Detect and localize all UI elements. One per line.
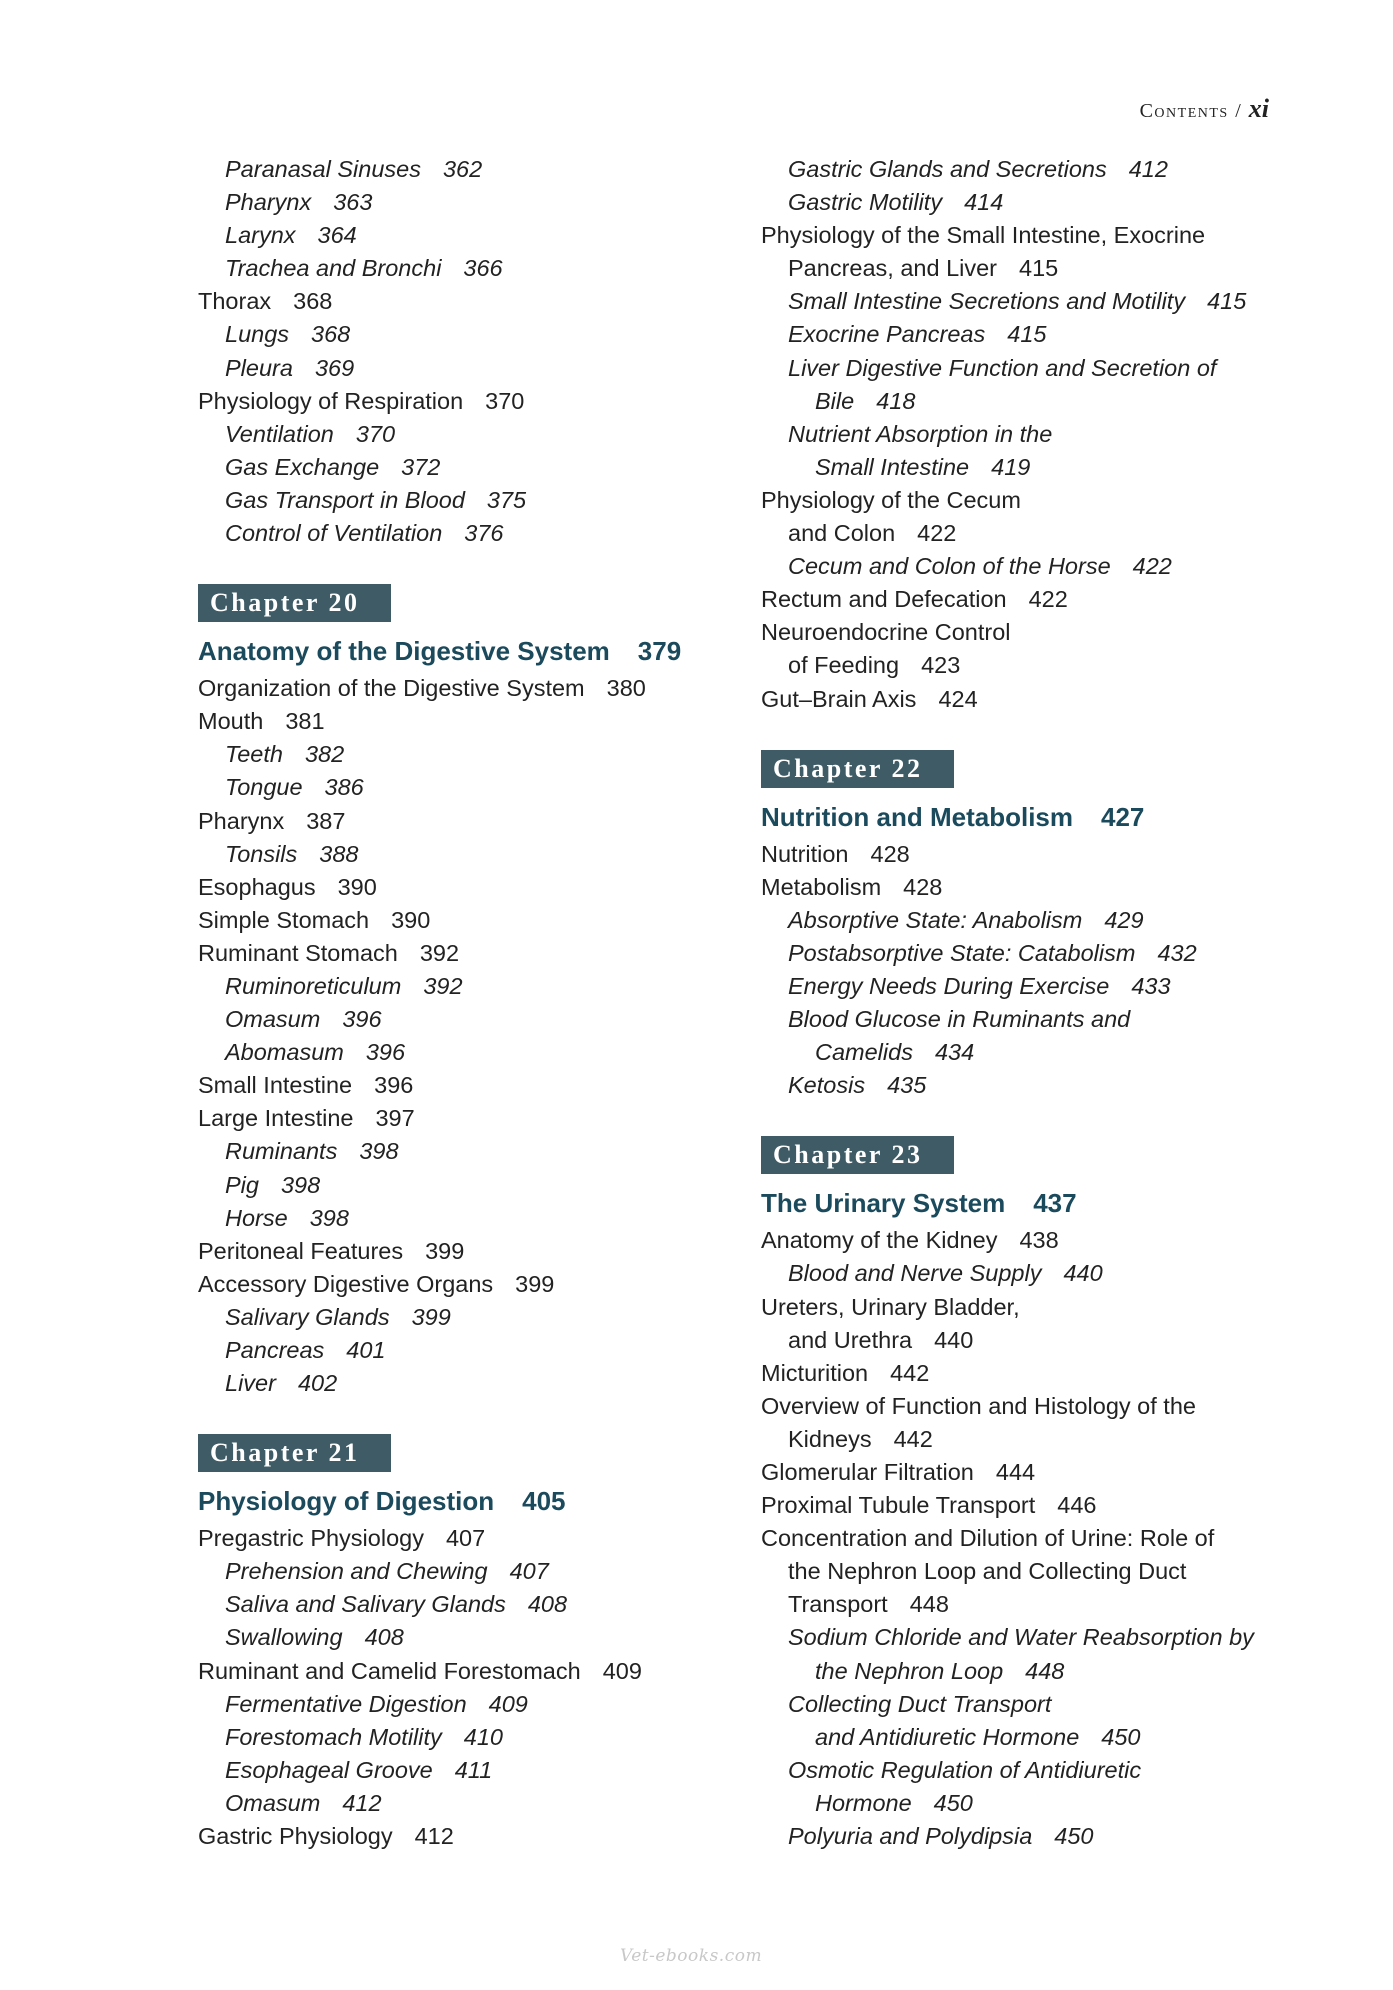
- toc-entry[interactable]: [761, 1456, 1281, 1489]
- toc-entry: [761, 1291, 1281, 1324]
- chapter-23-title: The Urinary System: [761, 1188, 1006, 1219]
- toc-entry[interactable]: [198, 1820, 718, 1853]
- toc-entry-title: Omasum: [225, 1789, 321, 1816]
- toc-entry-page: 368: [311, 321, 351, 348]
- toc-entry-page: 450: [1054, 1823, 1094, 1850]
- toc-entry-title: and Urethra: [788, 1326, 913, 1353]
- toc-entry-page: 368: [293, 288, 333, 315]
- toc-entry[interactable]: [761, 1489, 1281, 1522]
- toc-entry[interactable]: [761, 1069, 1281, 1102]
- chapter-21-label: Chapter 21: [198, 1434, 391, 1472]
- toc-entry[interactable]: [198, 1003, 718, 1036]
- toc-entry-page: 442: [890, 1359, 930, 1386]
- toc-entry-page: 412: [414, 1823, 454, 1850]
- toc-entry-page: 435: [887, 1072, 927, 1099]
- toc-entry[interactable]: [761, 1787, 1281, 1820]
- chapter-23-label: Chapter 23: [761, 1136, 954, 1174]
- chapter-22-label: Chapter 22: [761, 750, 954, 788]
- toc-entry[interactable]: [198, 252, 718, 285]
- chapter-20-page: 379: [637, 636, 682, 667]
- toc-entry[interactable]: [761, 517, 1281, 550]
- toc-entry-title: Physiology of the Cecum: [761, 486, 1021, 513]
- chapter-20-heading[interactable]: [198, 634, 718, 668]
- toc-entry-page: 419: [991, 453, 1031, 480]
- toc-entry[interactable]: [198, 1235, 718, 1268]
- toc-entry-title: Ventilation: [225, 420, 334, 447]
- toc-entry[interactable]: [198, 418, 718, 451]
- toc-entry[interactable]: [761, 1357, 1281, 1390]
- toc-entry-page: 408: [527, 1591, 568, 1618]
- toc-entry-page: 434: [934, 1039, 975, 1066]
- toc-entry-title: Small Intestine: [815, 453, 970, 480]
- toc-entry[interactable]: [198, 738, 718, 771]
- toc-entry-title: Nutrient Absorption in the: [788, 420, 1053, 447]
- toc-entry[interactable]: [761, 550, 1281, 583]
- toc-entry-title: Esophageal Groove: [225, 1756, 433, 1783]
- toc-entry-page: 412: [342, 1789, 382, 1816]
- toc-entry-title: Anatomy of the Kidney: [761, 1227, 998, 1254]
- running-head-separator: /: [1235, 100, 1243, 122]
- toc-entry[interactable]: [198, 1169, 718, 1202]
- toc-entry-page: 428: [903, 873, 943, 900]
- toc-entry-title: Pancreas, and Liver: [788, 255, 998, 282]
- chapter-22-heading[interactable]: [761, 800, 1281, 834]
- toc-entry[interactable]: [198, 285, 718, 318]
- toc-entry-title: Pleura: [225, 354, 293, 381]
- toc-entry[interactable]: [198, 1621, 718, 1654]
- toc-entry[interactable]: [761, 186, 1281, 219]
- toc-entry-page: 440: [1063, 1260, 1103, 1287]
- toc-entry-title: Gas Exchange: [225, 453, 380, 480]
- toc-entry[interactable]: [761, 583, 1281, 616]
- toc-entry-page: 370: [355, 420, 396, 447]
- chapter-20-label: Chapter 20: [198, 584, 391, 622]
- toc-entry-title: and Colon: [788, 520, 896, 547]
- toc-entry-page: 409: [488, 1690, 528, 1717]
- toc-entry-title: Energy Needs During Exercise: [788, 972, 1110, 999]
- chapter-21-title: Physiology of Digestion: [198, 1486, 495, 1517]
- toc-entry-title: Ruminant and Camelid Forestomach: [198, 1657, 581, 1684]
- toc-entry: [761, 219, 1281, 252]
- toc-entry-page: 402: [297, 1370, 338, 1397]
- toc-entry-title: Simple Stomach: [198, 906, 370, 933]
- toc-entry[interactable]: [761, 838, 1281, 871]
- chapter-21-heading[interactable]: [198, 1484, 718, 1518]
- toc-entry[interactable]: [761, 1423, 1281, 1456]
- chapter-21-block: [198, 1400, 718, 1853]
- toc-entry-page: 422: [917, 520, 957, 547]
- toc-entry-page: 414: [964, 189, 1004, 216]
- toc-entry-title: the Nephron Loop and Collecting Duct: [788, 1558, 1187, 1585]
- toc-entry-page: 418: [876, 387, 916, 414]
- toc-entry-page: 396: [374, 1072, 414, 1099]
- toc-entry-page: 415: [1007, 321, 1047, 348]
- toc-entry-page: 372: [401, 453, 441, 480]
- toc-entry-page: 411: [454, 1756, 493, 1783]
- toc-entry[interactable]: [761, 285, 1281, 318]
- toc-entry-page: 428: [870, 840, 910, 867]
- toc-entry-title: Abomasum: [225, 1039, 344, 1066]
- toc-entry-page: 376: [464, 520, 504, 547]
- toc-entry-page: 380: [606, 675, 646, 702]
- toc-entry-title: Rectum and Defecation: [761, 586, 1007, 613]
- chapter-23-heading[interactable]: [761, 1186, 1281, 1220]
- toc-entry-title: Liver: [225, 1370, 276, 1397]
- toc-entry[interactable]: [198, 385, 718, 418]
- toc-entry-page: 444: [995, 1459, 1036, 1485]
- toc-entry[interactable]: [198, 705, 718, 738]
- toc-entry-page: 410: [463, 1723, 503, 1750]
- toc-entry-title: Glomerular Filtration: [761, 1459, 974, 1485]
- toc-entry[interactable]: [198, 219, 718, 252]
- toc-entry-page: 375: [486, 486, 527, 513]
- toc-left-column: [198, 153, 718, 1853]
- toc-entry-page: 387: [306, 807, 346, 834]
- toc-entry[interactable]: [761, 1324, 1281, 1357]
- toc-entry[interactable]: [198, 1721, 718, 1754]
- toc-entry-page: 369: [314, 354, 355, 381]
- toc-entry-page: 429: [1104, 906, 1144, 933]
- toc-entry-title: Ruminant Stomach: [198, 939, 398, 966]
- toc-entry-page: 433: [1131, 972, 1171, 999]
- toc-entry-title: Bile: [815, 387, 855, 414]
- chapter-21-entries: [198, 1522, 718, 1853]
- toc-entry-page: 382: [304, 741, 345, 768]
- toc-entry[interactable]: [761, 683, 1281, 716]
- chapter-22-page: 427: [1101, 801, 1145, 832]
- toc-entry-title: Exocrine Pancreas: [788, 321, 986, 348]
- toc-entry-title: Gastric Motility: [788, 189, 943, 216]
- toc-entry[interactable]: [761, 318, 1281, 351]
- toc-entry-title: Organization of the Digestive System: [198, 675, 585, 702]
- toc-entry-title: Postabsorptive State: Catabolism: [788, 939, 1136, 966]
- toc-entry[interactable]: [761, 1257, 1281, 1290]
- toc-entry-title: Overview of Function and Histology of the: [761, 1392, 1196, 1419]
- toc-entry-title: Small Intestine: [198, 1072, 353, 1099]
- toc-entry-title: Sodium Chloride and Water Reabsorption by: [788, 1624, 1254, 1651]
- toc-entry-title: Control of Ventilation: [225, 520, 443, 547]
- toc-entry-title: Pharynx: [225, 189, 312, 216]
- toc-entry-page: 408: [364, 1624, 404, 1651]
- toc-entry-page: 397: [375, 1105, 415, 1132]
- toc-entry-page: 442: [893, 1425, 933, 1452]
- toc-entry-page: 390: [391, 906, 431, 933]
- toc-entry-title: Kidneys: [788, 1425, 872, 1452]
- chapter-22-entries: [761, 838, 1281, 1103]
- toc-entry-title: Thorax: [198, 288, 272, 315]
- toc-entry-title: Saliva and Salivary Glands: [225, 1591, 506, 1618]
- toc-entry-title: Gut–Brain Axis: [761, 685, 917, 712]
- toc-entry-page: 448: [1025, 1657, 1065, 1684]
- toc-entry-page: 450: [933, 1789, 973, 1816]
- toc-entry-page: 412: [1128, 156, 1168, 182]
- toc-entry-page: 399: [425, 1237, 465, 1264]
- toc-entry-title: Osmotic Regulation of Antidiuretic: [788, 1756, 1142, 1783]
- toc-entry-page: 415: [1207, 288, 1247, 315]
- toc-entry-title: Omasum: [225, 1006, 321, 1033]
- toc-entry[interactable]: [198, 1135, 718, 1168]
- toc-entry[interactable]: [198, 1555, 718, 1588]
- toc-section-respiratory-continued: [198, 153, 718, 550]
- toc-entry-title: Blood Glucose in Ruminants and: [788, 1006, 1131, 1033]
- toc-entry-page: 432: [1157, 939, 1197, 966]
- toc-entry-page: 422: [1028, 586, 1068, 613]
- toc-entry-title: Absorptive State: Anabolism: [788, 906, 1083, 933]
- toc-entry[interactable]: [198, 771, 718, 804]
- toc-entry[interactable]: [761, 1036, 1281, 1069]
- running-head: [1140, 94, 1269, 124]
- toc-entry-title: the Nephron Loop: [815, 1657, 1004, 1684]
- chapter-23-block: [761, 1102, 1281, 1853]
- toc-entry[interactable]: [198, 1334, 718, 1367]
- toc-entry-title: Metabolism: [761, 873, 882, 900]
- toc-entry[interactable]: [198, 1202, 718, 1235]
- toc-entry-page: 398: [280, 1171, 321, 1198]
- toc-entry[interactable]: [198, 1787, 718, 1820]
- toc-entry-page: 396: [365, 1039, 406, 1066]
- toc-entry[interactable]: [198, 451, 718, 484]
- toc-entry[interactable]: [198, 1588, 718, 1621]
- toc-entry-title: Accessory Digestive Organs: [198, 1270, 494, 1297]
- toc-entry[interactable]: [198, 970, 718, 1003]
- toc-entry-page: 438: [1019, 1227, 1059, 1254]
- toc-entry-title: Large Intestine: [198, 1105, 354, 1132]
- toc-entry-page: 415: [1019, 255, 1059, 282]
- toc-entry-page: 399: [515, 1270, 555, 1297]
- toc-entry-page: 370: [485, 387, 525, 414]
- toc-entry-page: 366: [463, 255, 503, 282]
- toc-entry: [761, 1003, 1281, 1036]
- toc-entry[interactable]: [761, 1655, 1281, 1688]
- toc-entry-page: 446: [1057, 1492, 1097, 1519]
- toc-entry-title: Small Intestine Secretions and Motility: [788, 288, 1186, 315]
- toc-entry-title: Lungs: [225, 321, 290, 348]
- toc-entry-title: Trachea and Bronchi: [225, 255, 442, 282]
- toc-right-column: [761, 153, 1281, 1853]
- toc-entry-title: Fermentative Digestion: [225, 1690, 467, 1717]
- toc-entry-page: 409: [602, 1657, 642, 1684]
- chapter-23-page: 437: [1033, 1188, 1077, 1219]
- toc-entry-page: 396: [342, 1006, 382, 1033]
- toc-entry-title: Forestomach Motility: [225, 1723, 442, 1750]
- toc-entry-page: 424: [938, 685, 978, 712]
- toc-entry[interactable]: [761, 1224, 1281, 1257]
- toc-entry: [761, 1621, 1281, 1654]
- toc-entry[interactable]: [198, 1688, 718, 1721]
- toc-entry[interactable]: [761, 451, 1281, 484]
- toc-entry-title: Transport: [788, 1591, 888, 1618]
- toc-entry-title: Neuroendocrine Control: [761, 619, 1011, 646]
- page-number: xi: [1248, 94, 1269, 123]
- toc-entry-page: 440: [934, 1326, 974, 1353]
- toc-entry-title: Hormone: [815, 1789, 912, 1816]
- toc-entry-page: 422: [1132, 553, 1172, 580]
- toc-entry[interactable]: [198, 838, 718, 871]
- toc-entry-title: Tonsils: [225, 840, 298, 867]
- toc-entry[interactable]: [761, 649, 1281, 682]
- toc-entry-title: Teeth: [225, 741, 283, 768]
- toc-entry-title: Camelids: [815, 1039, 913, 1066]
- toc-entry-title: Pregastric Physiology: [198, 1525, 424, 1552]
- toc-entry-page: 388: [319, 840, 359, 867]
- toc-entry-title: Concentration and Dilution of Urine: Role of: [761, 1525, 1215, 1552]
- toc-entry[interactable]: [198, 1754, 718, 1787]
- toc-entry[interactable]: [761, 1588, 1281, 1621]
- toc-entry-title: Physiology of the Small Intestine, Exocrine: [761, 222, 1206, 249]
- toc-entry: [761, 1390, 1281, 1423]
- chapter-23-entries: [761, 1224, 1281, 1853]
- toc-entry[interactable]: [198, 672, 718, 705]
- toc-entry[interactable]: [198, 1268, 718, 1301]
- toc-entry-title: Ketosis: [788, 1072, 866, 1099]
- toc-entry[interactable]: [761, 1820, 1281, 1853]
- toc-entry[interactable]: [198, 352, 718, 385]
- toc-entry-title: Pig: [225, 1171, 259, 1198]
- toc-entry-title: Nutrition: [761, 840, 849, 867]
- toc-entry-title: Cecum and Colon of the Horse: [788, 553, 1111, 580]
- toc-entry[interactable]: [761, 904, 1281, 937]
- toc-entry-title: Swallowing: [225, 1624, 343, 1651]
- toc-entry-page: 399: [411, 1303, 451, 1330]
- toc-entry: [761, 1522, 1281, 1555]
- toc-entry[interactable]: [761, 970, 1281, 1003]
- toc-entry-page: 363: [333, 189, 373, 216]
- toc-entry-page: 364: [317, 222, 357, 249]
- chapter-20-entries: [198, 672, 718, 1400]
- toc-entry-title: Proximal Tubule Transport: [761, 1492, 1036, 1519]
- toc-entry-page: 392: [419, 939, 460, 966]
- toc-entry[interactable]: [198, 153, 718, 186]
- toc-entry-title: Pharynx: [198, 807, 285, 834]
- chapter-20-title: Anatomy of the Digestive System: [198, 636, 610, 667]
- toc-entry[interactable]: [198, 871, 718, 904]
- toc-entry[interactable]: [761, 153, 1281, 186]
- watermark-logo: Vet-ebooks.com: [620, 1946, 763, 1966]
- toc-entry-title: Salivary Glands: [225, 1303, 390, 1330]
- toc-entry-page: 423: [921, 652, 961, 679]
- toc-entry-title: Pancreas: [225, 1337, 325, 1363]
- toc-entry-page: 407: [445, 1525, 486, 1552]
- toc-entry[interactable]: [198, 1655, 718, 1688]
- toc-entry-title: Peritoneal Features: [198, 1237, 404, 1264]
- toc-entry-title: and Antidiuretic Hormone: [815, 1723, 1080, 1750]
- toc-entry-title: Gas Transport in Blood: [225, 486, 465, 513]
- toc-entry-title: Paranasal Sinuses: [225, 156, 421, 182]
- toc-entry-title: Mouth: [198, 708, 264, 735]
- toc-entry: [761, 1688, 1281, 1721]
- toc-entry[interactable]: [198, 517, 718, 550]
- toc-entry[interactable]: [198, 318, 718, 351]
- toc-entry: [761, 1555, 1281, 1588]
- toc-entry-title: Esophagus: [198, 873, 316, 900]
- toc-entry-page: 401: [346, 1337, 386, 1363]
- toc-entry: [761, 1754, 1281, 1787]
- toc-entry-title: Blood and Nerve Supply: [788, 1260, 1042, 1287]
- toc-entry-title: Prehension and Chewing: [225, 1558, 488, 1585]
- toc-entry-page: 390: [337, 873, 377, 900]
- toc-entry: [761, 352, 1281, 385]
- toc-entry-title: Gastric Glands and Secretions: [788, 156, 1107, 182]
- toc-entry-title: Larynx: [225, 222, 296, 249]
- toc-entry-page: 450: [1101, 1723, 1141, 1750]
- toc-entry-title: Ruminoreticulum: [225, 972, 402, 999]
- toc-entry-page: 407: [509, 1558, 549, 1585]
- toc-entry[interactable]: [198, 1522, 718, 1555]
- toc-entry[interactable]: [761, 1721, 1281, 1754]
- toc-entry[interactable]: [198, 186, 718, 219]
- toc-entry-page: 398: [309, 1204, 349, 1231]
- chapter-22-title: Nutrition and Metabolism: [761, 801, 1073, 832]
- toc-entry-page: 398: [359, 1138, 399, 1165]
- toc-entry-title: Collecting Duct Transport: [788, 1690, 1052, 1717]
- toc-entry[interactable]: [198, 937, 718, 970]
- toc-section-digestion-continued: [761, 153, 1281, 716]
- toc-entry[interactable]: [761, 252, 1281, 285]
- toc-entry[interactable]: [198, 1367, 718, 1400]
- toc-entry-page: 448: [909, 1591, 949, 1618]
- toc-entry[interactable]: [198, 1102, 718, 1135]
- toc-entry-title: Ruminants: [225, 1138, 338, 1165]
- toc-entry-title: Micturition: [761, 1359, 869, 1386]
- toc-entry[interactable]: [198, 484, 718, 517]
- toc-entry: [761, 418, 1281, 451]
- chapter-20-block: [198, 550, 718, 1400]
- running-head-title: Contents: [1139, 100, 1229, 122]
- toc-entry-page: 386: [324, 774, 364, 801]
- toc-entry-title: Horse: [225, 1204, 288, 1231]
- toc-entry-title: of Feeding: [788, 652, 900, 679]
- chapter-21-page: 405: [522, 1486, 566, 1517]
- toc-entry[interactable]: [198, 904, 718, 937]
- toc-entry-title: Ureters, Urinary Bladder,: [761, 1293, 1020, 1320]
- toc-entry[interactable]: [198, 1036, 718, 1069]
- toc-entry-page: 392: [423, 972, 463, 999]
- toc-entry-title: Tongue: [225, 774, 303, 801]
- toc-entry: [761, 484, 1281, 517]
- toc-entry: [761, 616, 1281, 649]
- toc-entry-page: 381: [285, 708, 325, 735]
- toc-entry-title: Polyuria and Polydipsia: [788, 1823, 1033, 1850]
- toc-entry[interactable]: [761, 385, 1281, 418]
- toc-entry[interactable]: [198, 805, 718, 838]
- toc-entry[interactable]: [761, 871, 1281, 904]
- toc-entry[interactable]: [761, 937, 1281, 970]
- toc-entry-title: Gastric Physiology: [198, 1823, 393, 1850]
- toc-entry-title: Physiology of Respiration: [198, 387, 464, 414]
- toc-entry[interactable]: [198, 1069, 718, 1102]
- toc-entry[interactable]: [198, 1301, 718, 1334]
- toc-entry-title: Liver Digestive Function and Secretion of: [788, 354, 1217, 381]
- toc-entry-page: 362: [442, 156, 483, 182]
- chapter-22-block: [761, 716, 1281, 1103]
